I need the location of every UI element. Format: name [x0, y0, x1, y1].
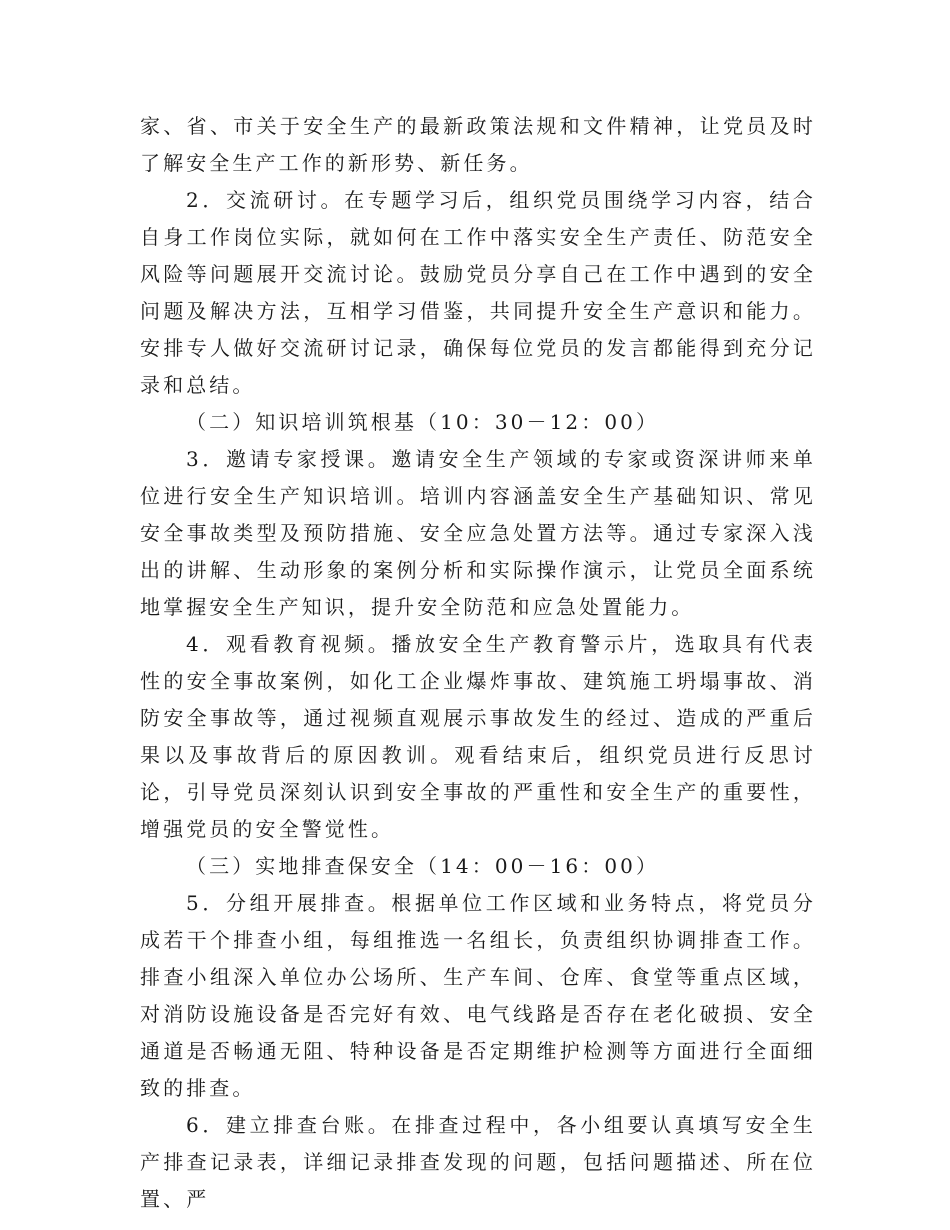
paragraph-item-2: 2．交流研讨。在专题学习后，组织党员围绕学习内容，结合自身工作岗位实际，就如何在工作中落实安全生产责任、防范安全风险等问题展开交流讨论。鼓励党员分享自己在工作中遇到的安全问题及解决方法，互相学习借鉴，共同提升安全生产意识和能力。安排专人做好交流研讨记录，确保每位党员的发言都能得到充分记录和总结。 — [140, 188, 816, 397]
section-heading-3: （三）实地排查保安全（14：00－16：00） — [186, 854, 660, 878]
document-page — [140, 108, 816, 1218]
paragraph-continuation: 家、省、市关于安全生产的最新政策法规和文件精神，让党员及时了解安全生产工作的新形势、新任务。 — [140, 114, 816, 175]
section-heading-2: （二）知识培训筑根基（10：30－12：00） — [186, 410, 660, 434]
paragraph-item-3: 3．邀请专家授课。邀请安全生产领域的专家或资深讲师来单位进行安全生产知识培训。培训内容涵盖安全生产基础知识、常见安全事故类型及预防措施、安全应急处置方法等。通过专家深入浅出的讲解、生动形象的案例分析和实际操作演示，让党员全面系统地掌握安全生产知识，提升安全防范和应急处置能力。 — [140, 447, 816, 619]
paragraph-item-5: 5．分组开展排查。根据单位工作区域和业务特点，将党员分成若干个排查小组，每组推选一名组长，负责组织协调排查工作。排查小组深入单位办公场所、生产车间、仓库、食堂等重点区域，对消防设施设备是否完好有效、电气线路是否存在老化破损、安全通道是否畅通无阻、特种设备是否定期维护检测等方面进行全面细致的排查。 — [140, 891, 816, 1100]
paragraph-item-4: 4．观看教育视频。播放安全生产教育警示片，选取具有代表性的安全事故案例，如化工企业爆炸事故、建筑施工坍塌事故、消防安全事故等，通过视频直观展示事故发生的经过、造成的严重后果以及事故背后的原因教训。观看结束后，组织党员进行反思讨论，引导党员深刻认识到安全事故的严重性和安全生产的重要性，增强党员的安全警觉性。 — [140, 632, 816, 841]
paragraph-item-6: 6．建立排查台账。在排查过程中，各小组要认真填写安全生产排查记录表，详细记录排查发现的问题，包括问题描述、所在位置、严 — [140, 1113, 816, 1211]
